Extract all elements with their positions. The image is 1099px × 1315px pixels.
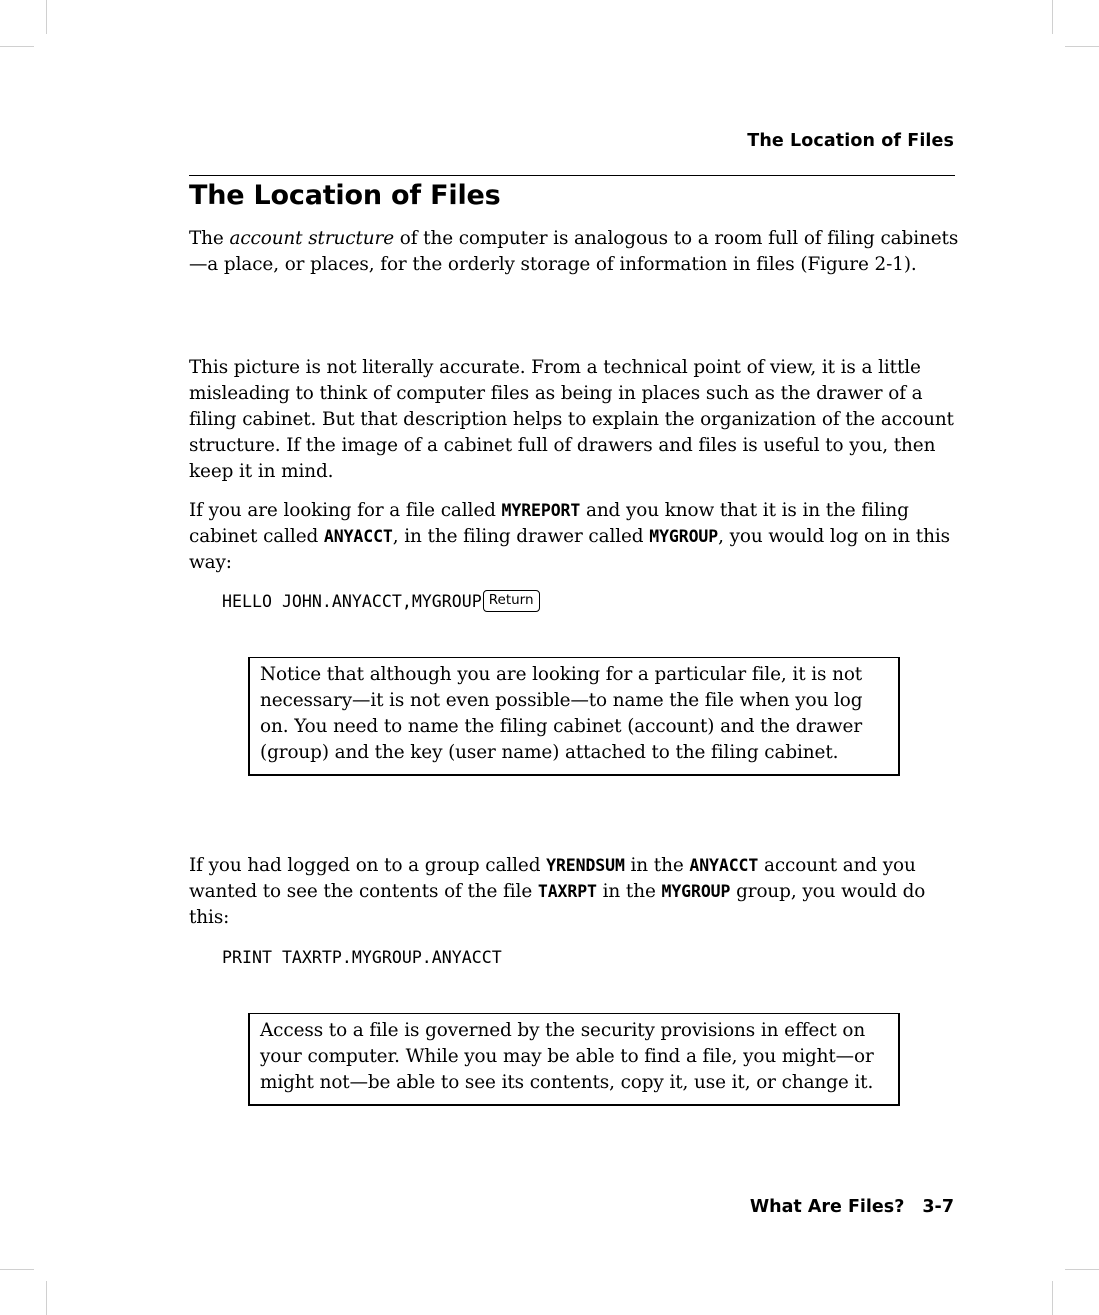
crop-mark — [0, 46, 34, 47]
inline-code: MYGROUP — [661, 882, 731, 901]
hello-command: HELLO JOHN.ANYACCT,MYGROUP Return — [222, 590, 540, 614]
footer-chapter-title: What Are Files? — [749, 1197, 905, 1217]
header-rule — [189, 175, 955, 176]
print-paragraph: If you had logged on to a group called YRENDSUM in the ANYACCT account and you wanted to see the contents of the file TAXRPT in the MYGROUP group, you would do this: — [189, 855, 926, 928]
note-box-security — [248, 1013, 900, 1106]
note-text: Access to a file is governed by the security provisions in effect on your computer. While you may be able to find a file, you might—or might not—be able to see its contents, copy it, use it, or change it. — [260, 1020, 874, 1093]
inline-code: ANYACCT — [689, 856, 759, 875]
crop-mark — [46, 1281, 47, 1315]
crop-mark — [1065, 46, 1099, 47]
print-command: PRINT TAXRTP.MYGROUP.ANYACCT — [222, 948, 502, 967]
crop-mark — [0, 1269, 34, 1270]
inline-code: TAXRPT — [537, 882, 597, 901]
note-text: Notice that although you are looking for a particular file, it is not necessary—it is not even possible—to name the file when you log on. You need to name the filing cabinet (account) and the drawer (group) and the key (user name) attached to the filing cabinet. — [260, 664, 863, 763]
page-footer — [750, 1197, 954, 1217]
inline-code: YRENDSUM — [546, 856, 625, 875]
crop-mark — [1052, 0, 1053, 34]
page-number: 3-7 — [922, 1197, 954, 1217]
intro-paragraph: The account structure of the computer is analogous to a room full of filing cabinets—a place, or places, for the orderly storage of information in files (Figure 2-1). — [189, 228, 959, 275]
return-key-cap: Return — [483, 590, 540, 612]
crop-mark — [46, 0, 47, 34]
crop-mark — [1052, 1281, 1053, 1315]
logon-paragraph: If you are looking for a file called MYREPORT and you know that it is in the filing cabinet called ANYACCT, in the filing drawer called MYGROUP, you would log on in this way: — [189, 500, 950, 573]
crop-mark — [1065, 1269, 1099, 1270]
note-box-logon — [248, 657, 900, 776]
inline-code: MYREPORT — [501, 501, 581, 520]
running-header: The Location of Files — [747, 131, 954, 151]
section-title: The Location of Files — [189, 180, 501, 211]
inline-code: MYGROUP — [649, 527, 719, 546]
term-account-structure: account structure — [229, 228, 394, 249]
accuracy-paragraph: This picture is not literally accurate. From a technical point of view, it is a little misleading to think of computer files as being in places such as the drawer of a filing cabinet. But that description helps to explain the organization of the account structure. If the image of a cabinet full of drawers and files is useful to you, then keep it in mind. — [189, 357, 954, 482]
inline-code: ANYACCT — [323, 527, 393, 546]
